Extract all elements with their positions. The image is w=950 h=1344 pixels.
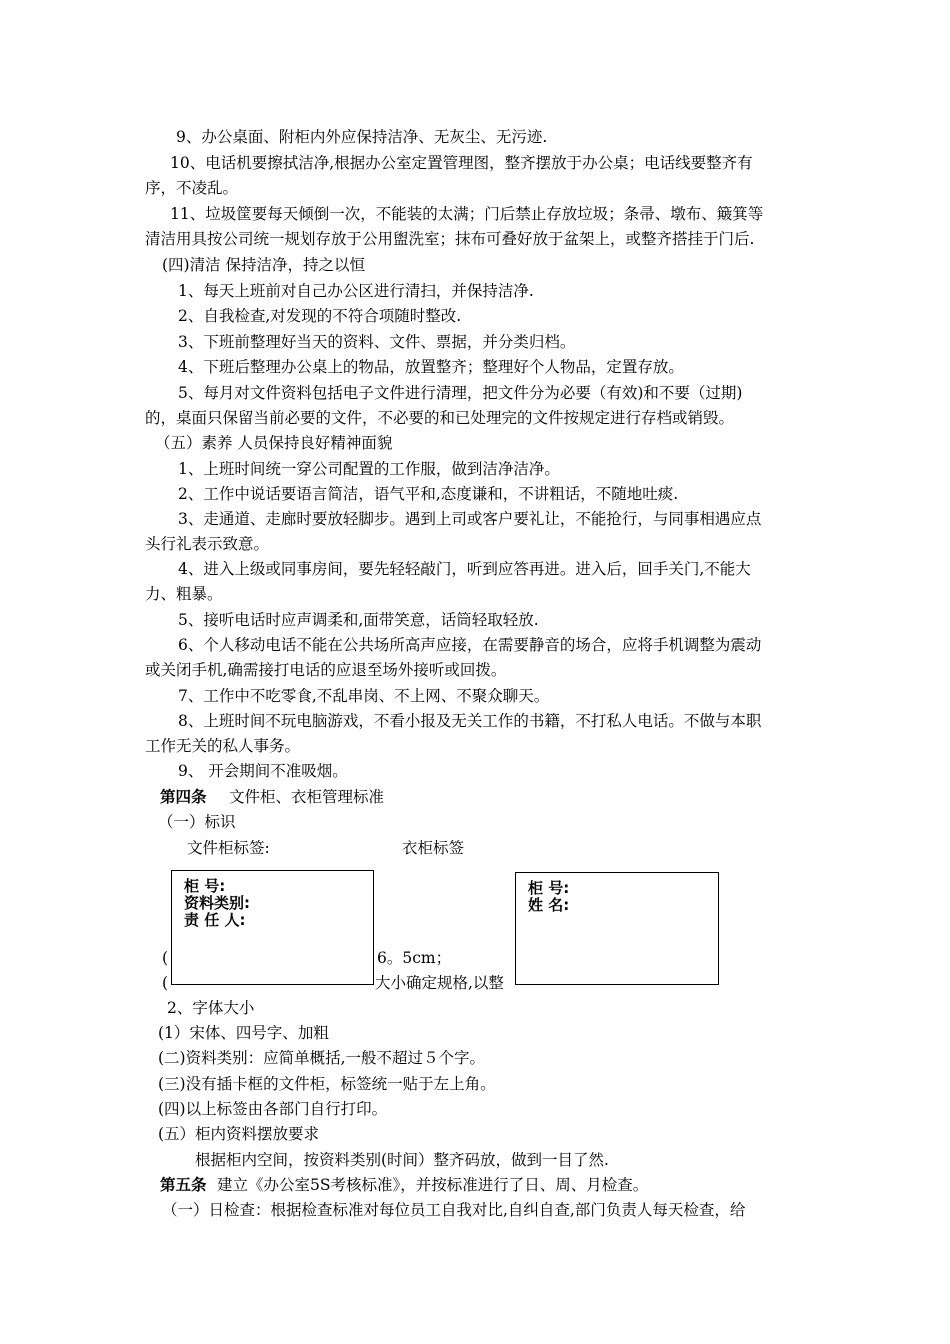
- file-cabinet-label-caption: 文件柜标签:: [187, 839, 270, 857]
- text-line: 5、接听电话时应声调柔和,面带笑意，话筒轻取轻放.: [178, 611, 539, 629]
- text-line: 9、办公桌面、附柜内外应保持洁净、无灰尘、无污迹.: [176, 128, 548, 146]
- text-line: 3、下班前整理好当天的资料、文件、票据，并分类归档。: [178, 333, 576, 351]
- text-line: 根据柜内空间，按资料类别(时间）整齐码放，做到一目了然.: [195, 1151, 609, 1169]
- text-line: 1、上班时间统一穿公司配置的工作服，做到洁净洁净。: [178, 460, 560, 478]
- text-line-fragment: (: [162, 949, 169, 967]
- text-line: 2、工作中说话要语言简洁，语气平和,态度谦和，不讲粗话，不随地吐痰.: [178, 485, 679, 503]
- text-line: (三)没有插卡框的文件柜，标签统一贴于左上角。: [158, 1075, 496, 1093]
- text-line: 2、自我检查,对发现的不符合项随时整改.: [178, 307, 462, 325]
- text-line: 9、 开会期间不准吸烟。: [178, 762, 348, 780]
- text-line: 清洁用具按公司统一规划存放于公用盥洗室；抹布可叠好放于盆架上，或整齐搭挂于门后.: [145, 230, 755, 248]
- text-line: (1）宋体、四号字、加粗: [158, 1024, 329, 1042]
- text-line: 力、粗暴。: [145, 585, 223, 603]
- text-line: 8、上班时间不玩电脑游戏，不看小报及无关工作的书籍，不打私人电话。不做与本职: [178, 712, 762, 730]
- article-title: 建立《办公室5S考核标准》，并按标准进行了日、周、月检查。: [217, 1176, 649, 1194]
- text-line: 7、工作中不吃零食,不乱串岗、不上网、不聚众聊天。: [178, 687, 550, 705]
- text-line: 序，不凌乱。: [145, 179, 239, 197]
- text-line: 2、字体大小: [167, 999, 255, 1017]
- text-line: (五）柜内资料摆放要求: [158, 1125, 320, 1143]
- file-cabinet-label-box: [171, 870, 374, 985]
- person-in-charge-label: 责 任 人:: [184, 911, 246, 929]
- subsection-heading: （一）标识: [158, 813, 236, 831]
- text-line: 6、个人移动电话不能在公共场所高声应接，在需要静音的场合，应将手机调整为震动: [178, 636, 762, 654]
- text-line: (二)资料类别：应简单概括,一般不超过５个字。: [158, 1049, 486, 1067]
- text-line: 11、垃圾筐要每天倾倒一次，不能装的太满；门后禁止存放垃圾；条帚、墩布、簸箕等: [170, 205, 764, 223]
- text-line-fragment: 6。5cm；: [377, 949, 452, 967]
- text-line-fragment: (: [162, 974, 169, 992]
- text-line: 1、每天上班前对自己办公区进行清扫，并保持洁净.: [178, 282, 534, 300]
- wardrobe-label-box: [515, 872, 719, 985]
- article-number: 第五条: [160, 1176, 207, 1194]
- text-line: 4、进入上级或同事房间，要先轻轻敲门，听到应答再进。进入后，回手关门,不能大: [178, 560, 751, 578]
- section-heading: (四)清洁 保持洁净，持之以恒: [162, 256, 366, 274]
- text-line: 4、下班后整理办公桌上的物品，放置整齐；整理好个人物品，定置存放。: [178, 358, 684, 376]
- wardrobe-number-label: 柜 号:: [528, 879, 570, 897]
- article-number: 第四条: [160, 788, 207, 806]
- text-line: 工作无关的私人事务。: [145, 737, 301, 755]
- text-line: 10、电话机要擦拭洁净,根据办公室定置管理图，整齐摆放于办公桌；电话线要整齐有: [170, 154, 753, 172]
- section-heading: （五）素养 人员保持良好精神面貌: [155, 434, 393, 452]
- article-title: 文件柜、衣柜管理标准: [229, 788, 385, 806]
- text-line: 或关闭手机,确需接打电话的应退至场外接听或回拨。: [145, 661, 507, 679]
- document-category-label: 资料类别:: [184, 894, 250, 912]
- text-line: (四)以上标签由各部门自行打印。: [158, 1100, 388, 1118]
- wardrobe-label-caption: 衣柜标签: [402, 839, 465, 857]
- text-line: 5、每月对文件资料包括电子文件进行清理，把文件分为必要（有效)和不要（过期): [178, 384, 743, 402]
- owner-name-label: 姓 名:: [528, 896, 570, 914]
- text-line: （一）日检查：根据检查标准对每位员工自我对比,自纠自查,部门负责人每天检查，给: [162, 1201, 746, 1219]
- text-line: 的，桌面只保留当前必要的文件，不必要的和已处理完的文件按规定进行存档或销毁。: [145, 409, 735, 427]
- cabinet-number-label: 柜 号:: [184, 877, 226, 895]
- text-line-fragment: 大小确定规格,以整: [375, 974, 504, 992]
- text-line: 3、走通道、走廊时要放轻脚步。遇到上司或客户要礼让，不能抢行，与同事相遇应点: [178, 510, 762, 528]
- text-line: 头行礼表示致意。: [145, 535, 270, 553]
